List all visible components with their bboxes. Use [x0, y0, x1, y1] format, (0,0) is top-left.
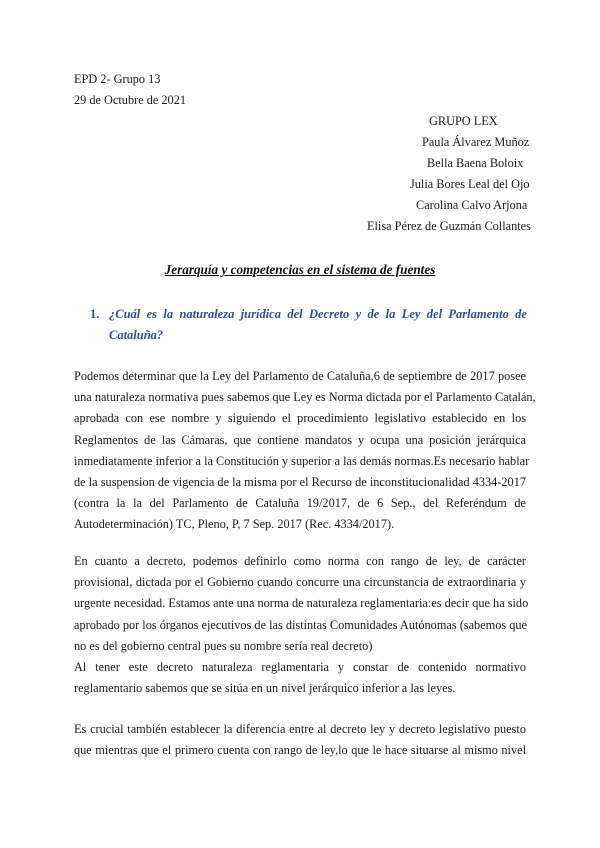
- question-number: 1.: [90, 307, 100, 321]
- paragraph-line: Es crucial también establecer la diferencia entre al decreto ley y decreto legislativo puesto: [74, 722, 526, 736]
- paragraph-line: no es del gobierno central pues su nombre sería real decreto): [74, 638, 373, 653]
- paragraph-line: reglamentario sabemos que se sitúa en un nivel jerárquico inferior a las leyes.: [74, 681, 456, 696]
- paragraph-line: una naturaleza normativa pues sabemos que Ley es Norma dictada por el Parlamento Catalán,: [74, 390, 536, 405]
- paragraph-line: En cuanto a decreto, podemos definirlo como norma con rango de ley, de carácter: [74, 554, 526, 568]
- course-line: EPD 2- Grupo 13: [74, 72, 161, 86]
- question-line: ¿Cuál es la naturaleza jurídica del Decreto y de la Ley del Parlamento de: [109, 307, 527, 321]
- paragraph-line: de la suspension de vigencia de la misma por el Recurso de inconstitucionalidad 4334-2017: [74, 475, 526, 490]
- author-name: Carolina Calvo Arjona: [416, 198, 528, 212]
- paragraph-line: Autodeterminación) TC, Pleno, P, 7 Sep. 2017 (Rec. 4334/2017).: [74, 517, 395, 532]
- paragraph-line: aprobado por los órganos ejecutivos de las distintas Comunidades Autónomas (sabemos que: [74, 617, 527, 632]
- paragraph-line: Reglamentos de las Cámaras, que contiene mandatos y ocupa una posición jerárquica: [74, 432, 526, 447]
- author-name: Bella Baena Boloix: [427, 156, 524, 170]
- document-title: Jerarquía y competencias en el sistema de fuentes: [164, 262, 436, 277]
- author-name: Elisa Pérez de Guzmán Collantes: [367, 219, 531, 233]
- paragraph-line: Podemos determinar que la Ley del Parlamento de Cataluña,6 de septiembre de 2017 posee: [74, 369, 526, 383]
- author-name: Paula Álvarez Muñoz: [422, 135, 530, 149]
- paragraph-decreto-ley: [74, 719, 526, 761]
- paragraph-line: que mientras que el primero cuenta con rango de ley,lo que le hace situarse al mismo nivel: [74, 743, 526, 758]
- paragraph-line: aprobada con ese nombre y siguiendo el procedimiento legislativo establecido en los: [74, 411, 526, 426]
- author-name: Julia Bores Leal del Ojo: [410, 177, 530, 191]
- paragraph-line: provisional, dictada por el Gobierno cuando concurre una circunstancia de extraordinaria y: [74, 575, 526, 590]
- question-line: Cataluña?: [109, 328, 164, 342]
- question-heading: [92, 304, 527, 346]
- paragraph-ley: [74, 366, 536, 536]
- date-line: 29 de Octubre de 2021: [74, 93, 187, 107]
- paragraph-decreto: [74, 551, 529, 699]
- paragraph-line: Al tener este decreto naturaleza reglamentaria y constar de contenido normativo: [74, 660, 526, 675]
- paragraph-line: (contra la la del Parlamento de Cataluña 19/2017, de 6 Sep., del Referéndum de: [74, 496, 526, 511]
- paragraph-line: inmediatamente inferior a la Constitución y superior a las demás normas.Es necesario hablar: [74, 453, 530, 468]
- group-name: GRUPO LEX: [429, 114, 498, 128]
- paragraph-line: urgente necesidad. Estamos ante una norma de naturaleza reglamentaria:es decir que ha sido: [74, 596, 529, 611]
